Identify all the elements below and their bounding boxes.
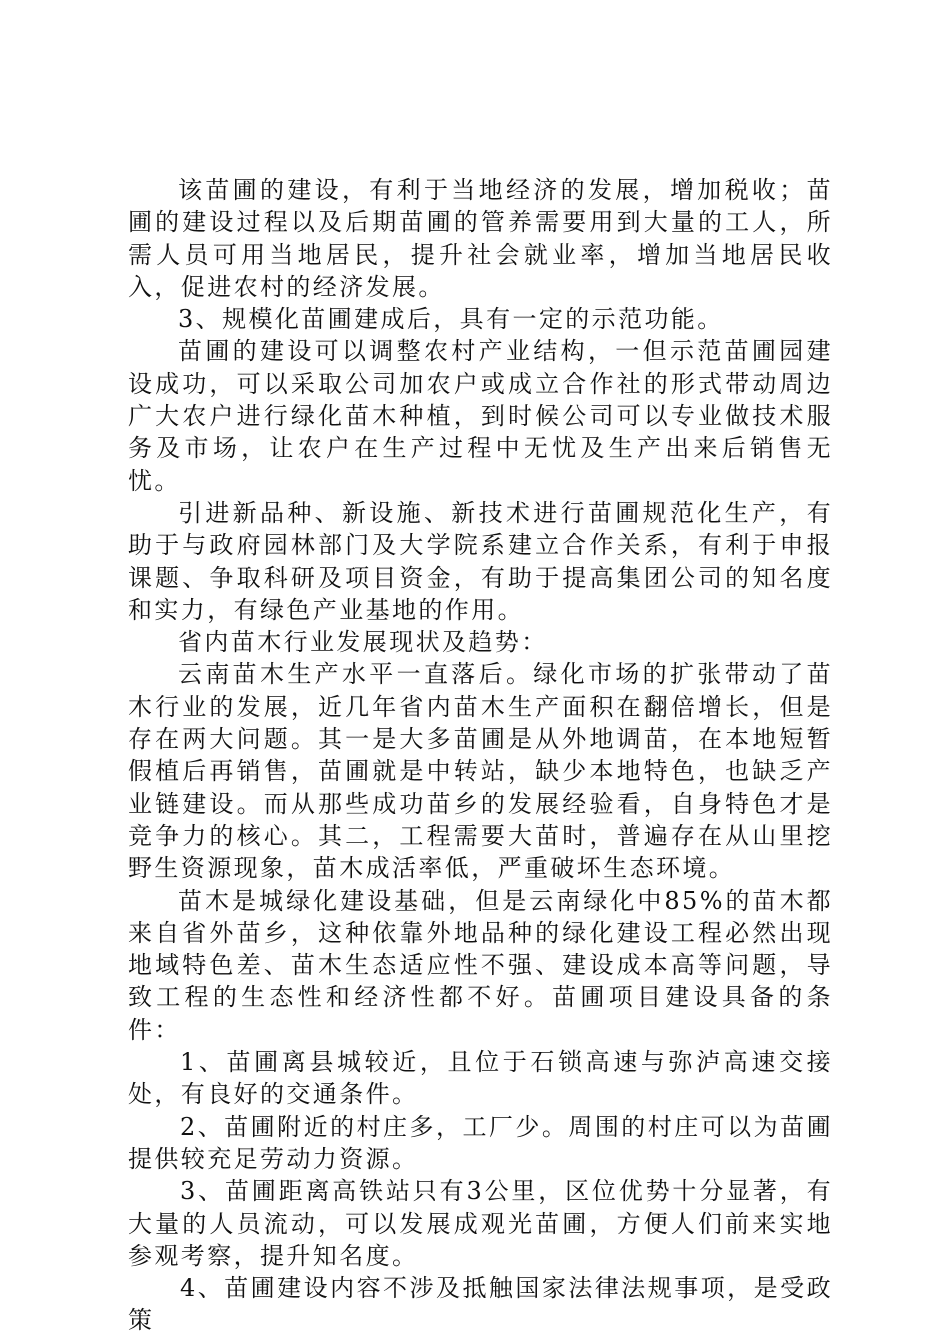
- paragraph-provincial-status-heading: 省内苗木行业发展现状及趋势：: [178, 628, 548, 657]
- paragraph-greening-foundation: 苗木是城绿化建设基础，但是云南绿化中85%的苗木都来自省外苗乡，这种依靠外地品种的绿化建设工程必然出现地域特色差、苗木生态适应性不强、建设成本高等问题，导致工程的生态性和经济性都不好。苗圃项目建设具备的条件：: [128, 886, 833, 1044]
- document-body: [128, 174, 833, 1337]
- paragraph-condition-1: 1、苗圃离县城较近，且位于石锁高速与弥泸高速交接处，有良好的交通条件。: [128, 1048, 833, 1109]
- paragraph-condition-4: 4、苗圃建设内容不涉及抵触国家法律法规事项，是受政策: [128, 1274, 833, 1335]
- paragraph-economic-benefit: 该苗圃的建设，有利于当地经济的发展，增加税收；苗圃的建设过程以及后期苗圃的管养需要用到大量的工人，所需人员可用当地居民，提升社会就业率，增加当地居民收入，促进农村的经济发展。: [128, 176, 833, 301]
- paragraph-yunnan-status: 云南苗木生产水平一直落后。绿化市场的扩张带动了苗木行业的发展，近几年省内苗木生产面积在翻倍增长，但是存在两大问题。其一是大多苗圃是从外地调苗，在本地短暂假植后再销售，苗圃就是中转站，缺少本地特色，也缺乏产业链建设。而从那些成功苗乡的发展经验看，自身特色才是竞争力的核心。其二，工程需要大苗时，普遍存在从山里挖野生资源现象，苗木成活率低，严重破坏生态环境。: [128, 660, 833, 883]
- paragraph-condition-2: 2、苗圃附近的村庄多，工厂少。周围的村庄可以为苗圃提供较充足劳动力资源。: [128, 1112, 833, 1173]
- paragraph-new-varieties: 引进新品种、新设施、新技术进行苗圃规范化生产，有助于与政府园林部门及大学院系建立合作关系，有利于申报课题、争取科研及项目资金，有助于提高集团公司的知名度和实力，有绿色产业基地的作用。: [128, 498, 833, 624]
- paragraph-industry-structure: 苗圃的建设可以调整农村产业结构，一但示范苗圃园建设成功，可以采取公司加农户或成立合作社的形式带动周边广大农户进行绿化苗木种植，到时候公司可以专业做技术服务及市场，让农户在生产过程中无忧及生产出来后销售无忧。: [128, 337, 833, 495]
- paragraph-condition-3: 3、苗圃距离高铁站只有3公里，区位优势十分显著，有大量的人员流动，可以发展成观光苗圃，方便人们前来实地参观考察，提升知名度。: [128, 1177, 833, 1270]
- paragraph-point-3-heading: 3、规模化苗圃建成后，具有一定的示范功能。: [178, 305, 724, 334]
